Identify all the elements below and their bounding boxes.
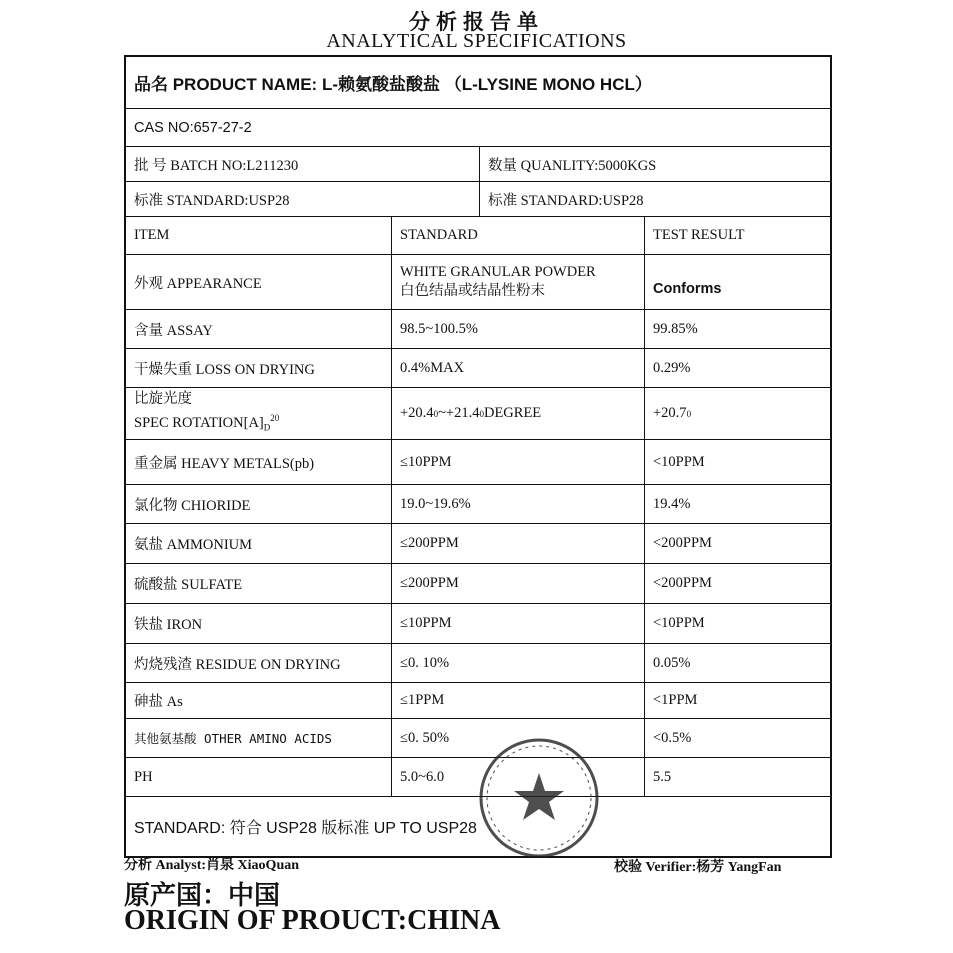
standard-cell <box>391 255 644 309</box>
item-line-1: 比旋光度 <box>134 390 192 407</box>
verifier: 校验 Verifier:杨芳 YangFan <box>614 860 782 875</box>
standard-line-1: WHITE GRANULAR POWDER <box>400 264 596 280</box>
item-cell: 干燥失重 LOSS ON DRYING <box>134 361 315 378</box>
standard-note: STANDARD: 符合 USP28 版标准 UP TO USP28 <box>134 820 477 837</box>
item-cell: 氯化物 CHIORIDE <box>134 497 251 514</box>
product-name: 品名 PRODUCT NAME: L-赖氨酸盐酸盐 （L-LYSINE MONO HCL） <box>134 75 652 94</box>
standard-cell: ≤1PPM <box>391 683 644 718</box>
standard-cell: 98.5~100.5% <box>391 310 644 348</box>
result-cell: 5.5 <box>644 758 830 796</box>
item-cell: 重金属 HEAVY METALS(pb) <box>134 455 315 472</box>
result-cell: <10PPM <box>644 604 830 643</box>
result-cell: <200PPM <box>644 524 830 563</box>
standard-cell: 0.4%MAX <box>391 349 644 387</box>
standard-cell: ≤200PPM <box>391 564 644 603</box>
origin-chinese: 原产国：中国 <box>124 881 281 911</box>
standard-cell: 19.0~19.6% <box>391 485 644 523</box>
result-cell: <0.5% <box>644 719 830 757</box>
product-name-row <box>126 57 830 109</box>
cas-number: CAS NO:657-27-2 <box>134 119 252 136</box>
table-row <box>126 440 830 485</box>
result-cell: +20.7 0 <box>644 388 830 439</box>
standard-cell: ≤0. 50% <box>391 719 644 757</box>
standard-right: 标准 STANDARD:USP28 <box>479 182 830 216</box>
table-row <box>126 524 830 564</box>
standard-left: 标准 STANDARD:USP28 <box>134 192 290 209</box>
table-row <box>126 604 830 644</box>
table-row <box>126 644 830 683</box>
cas-row <box>126 109 830 147</box>
item-cell <box>126 388 391 439</box>
origin-english: ORIGIN OF PROUCT:CHINA <box>124 905 501 936</box>
standard-cell: ≤10PPM <box>391 440 644 484</box>
item-cell: 硫酸盐 SULFATE <box>134 577 243 593</box>
result-cell: Conforms <box>644 255 830 309</box>
standard-cell: ≤0. 10% <box>391 644 644 682</box>
result-cell: <200PPM <box>644 564 830 603</box>
result-cell: 99.85% <box>644 310 830 348</box>
table-row <box>126 255 830 310</box>
item-cell: PH <box>134 768 153 785</box>
result-cell: 19.4% <box>644 485 830 523</box>
standard-cell: ≤10PPM <box>391 604 644 643</box>
item-cell: 氨盐 AMMONIUM <box>134 537 253 553</box>
result-cell: 0.05% <box>644 644 830 682</box>
column-item: ITEM <box>134 227 170 243</box>
standard-line-2: 白色结晶或结晶性粉末 <box>400 283 545 299</box>
item-cell: 含量 ASSAY <box>134 322 213 339</box>
item-cell: 灼烧残渣 RESIDUE ON DRYING <box>134 656 341 673</box>
result-cell: 0.29% <box>644 349 830 387</box>
standard-cell: +20.4 0 ~+21.4 0 DEGREE <box>391 388 644 439</box>
standard-cell: ≤200PPM <box>391 524 644 563</box>
result-cell: <10PPM <box>644 440 830 484</box>
item-cell: 其他氨基酸 OTHER AMINO ACIDS <box>134 731 332 746</box>
table-row <box>126 388 830 440</box>
table-row <box>126 310 830 349</box>
item-line-2: SPEC $ROTATION[A]_D^{20}$ <box>134 412 280 433</box>
company-seal-star-icon <box>474 733 604 863</box>
batch-number: 批 号 BATCH NO:L211230 <box>134 157 299 174</box>
table-row <box>126 683 830 719</box>
item-cell: 砷盐 As <box>134 694 183 710</box>
column-result: TEST RESULT <box>644 217 830 254</box>
batch-row <box>126 147 830 182</box>
title-english: ANALYTICAL SPECIFICATIONS <box>326 30 627 52</box>
table-row <box>126 564 830 604</box>
standard-row <box>126 182 830 217</box>
standard-cell: 5.0~6.0 <box>391 758 644 796</box>
result-cell: <1PPM <box>644 683 830 718</box>
table-row <box>126 349 830 388</box>
column-standard: STANDARD <box>391 217 644 254</box>
column-header-row <box>126 217 830 255</box>
table-row <box>126 485 830 524</box>
analyst: 分析 Analyst:肖泉 XiaoQuan <box>124 858 300 873</box>
title-chinese: 分析报告单 <box>409 9 544 34</box>
quantity: 数量 QUANLITY:5000KGS <box>479 147 830 181</box>
item-cell: 铁盐 IRON <box>134 617 203 633</box>
item-cell: 外观 APPEARANCE <box>134 275 262 292</box>
